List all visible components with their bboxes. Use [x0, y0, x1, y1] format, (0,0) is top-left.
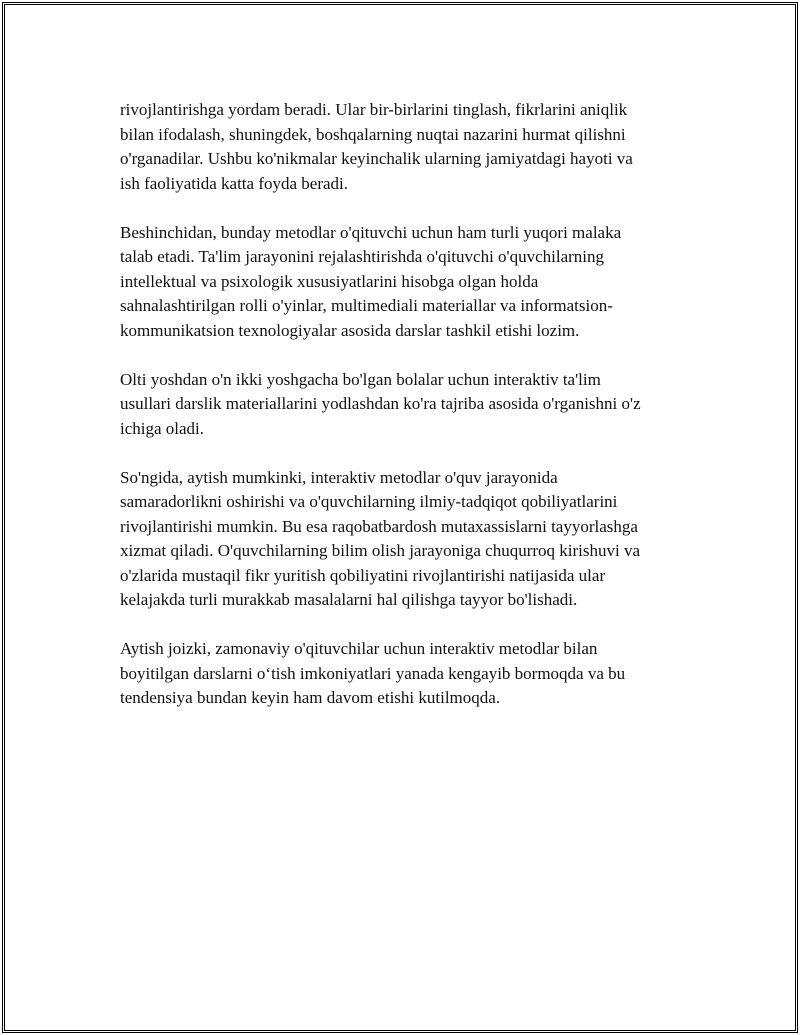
- document-body: [120, 98, 690, 735]
- paragraph-4: So'ngida, aytish mumkinki, interaktiv metodlar o'quv jarayonida samaradorlikni oshirishi va o'quvchilarning ilmiy-tadqiqot qobiliyatlarini rivojlantirishi mumkin. Bu esa raqobatbardosh mutaxassislarni tayyorlashga xizmat qiladi. O'quvchilarning bilim olish jarayoniga chuqurroq kirishuvi va o'zlarida mustaqil fikr yuritish qobiliyatini rivojlantirishi natijasida ular kelajakda turli murakkab masalalarni hal qilishga tayyor bo'lishadi.: [120, 467, 641, 609]
- paragraph-3: Olti yoshdan o'n ikki yoshgacha bo'lgan bolalar uchun interaktiv ta'lim usullari darslik materiallarini yodlashdan ko'ra tajriba asosida o'rganishni o'z ichiga oladi.: [120, 369, 641, 438]
- paragraph-2: Beshinchidan, bunday metodlar o'qituvchi uchun ham turli yuqori malaka talab etadi. Ta'lim jarayonini rejalashtirishda o'qituvchi o'quvchilarning intellektual va psixologik xususiyatlarini hisobga olgan holda sahnalashtirilgan rolli o'yinlar, multimediali materiallar va informatsion- kommunikatsion texnologiyalar asosida darslar tashkil etishi lozim.: [120, 222, 622, 340]
- paragraph-5: Aytish joizki, zamonaviy o'qituvchilar uchun interaktiv metodlar bilan boyitilgan darslarni o‘tish imkoniyatlari yanada kengayib bormoqda va bu tendensiya bundan keyin ham davom etishi kutilmoqda.: [120, 639, 626, 707]
- paragraph-1: rivojlantirishga yordam beradi. Ular bir-birlarini tinglash, fikrlarini aniqlik bilan ifodalash, shuningdek, boshqalarning nuqtai nazarini hurmat qilishni o'rganadilar. Ushbu ko'nikmalar keyinchalik ularning jamiyatdagi hayoti va ish faoliyatida katta foyda beradi.: [120, 100, 633, 193]
- page-border: [2, 2, 798, 1033]
